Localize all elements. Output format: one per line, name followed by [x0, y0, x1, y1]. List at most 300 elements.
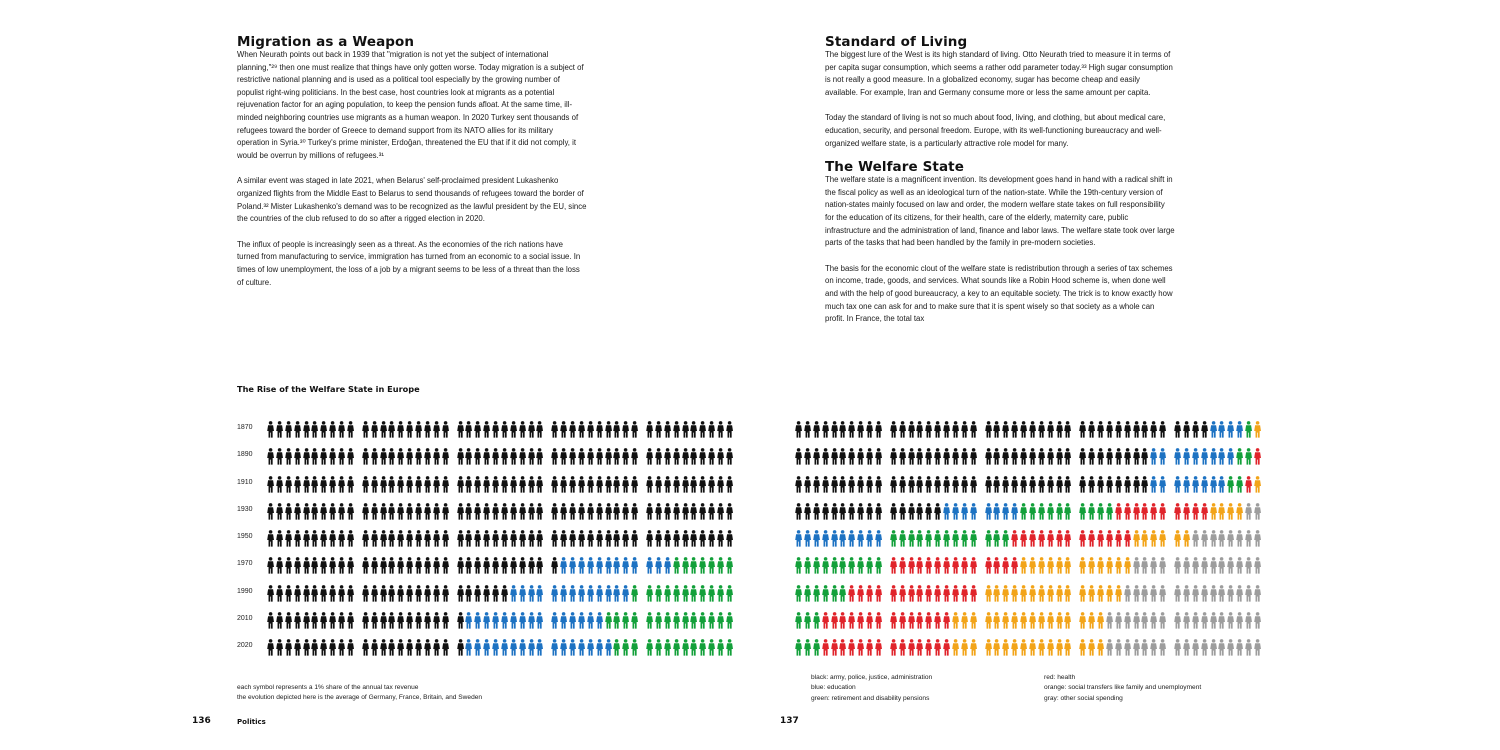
person-symbol — [1115, 476, 1122, 493]
person-symbol — [551, 557, 558, 574]
person-symbol — [1141, 612, 1148, 629]
symbol-group — [267, 530, 356, 547]
person-symbol — [347, 585, 354, 602]
person-symbol — [1133, 585, 1140, 602]
person-symbol — [388, 585, 395, 602]
person-symbol — [1210, 448, 1217, 465]
person-symbol — [813, 476, 820, 493]
person-symbol — [690, 585, 697, 602]
person-symbol — [822, 448, 829, 465]
person-symbol — [442, 612, 449, 629]
person-symbol — [993, 476, 1000, 493]
person-symbol — [1133, 612, 1140, 629]
symbol-strip — [267, 639, 741, 656]
person-symbol — [510, 530, 517, 547]
person-symbol — [536, 612, 543, 629]
person-symbol — [934, 530, 941, 547]
person-symbol — [388, 421, 395, 438]
person-symbol — [831, 503, 838, 520]
person-symbol — [311, 639, 318, 656]
person-symbol — [1106, 585, 1113, 602]
person-symbol — [682, 585, 689, 602]
person-symbol — [483, 476, 490, 493]
person-symbol — [371, 557, 378, 574]
chart-note: each symbol represents a 1% share of the annual tax revenue — [237, 684, 419, 691]
person-symbol — [1047, 557, 1054, 574]
person-symbol — [380, 530, 387, 547]
person-symbol — [673, 557, 680, 574]
person-symbol — [622, 557, 629, 574]
symbol-group — [1174, 639, 1263, 656]
person-symbol — [578, 585, 585, 602]
person-symbol — [578, 448, 585, 465]
person-symbol — [899, 476, 906, 493]
person-symbol — [578, 530, 585, 547]
person-symbol — [1115, 530, 1122, 547]
person-symbol — [528, 639, 535, 656]
person-symbol — [397, 448, 404, 465]
person-symbol — [804, 448, 811, 465]
person-symbol — [371, 421, 378, 438]
person-symbol — [474, 503, 481, 520]
person-symbol — [839, 476, 846, 493]
person-symbol — [985, 557, 992, 574]
person-symbol — [605, 503, 612, 520]
person-symbol — [1064, 530, 1071, 547]
person-symbol — [1210, 530, 1217, 547]
person-symbol — [699, 585, 706, 602]
chart-notes — [237, 683, 482, 703]
person-symbol — [925, 639, 932, 656]
person-symbol — [1141, 476, 1148, 493]
symbol-strip — [267, 530, 741, 547]
person-symbol — [457, 476, 464, 493]
person-symbol — [699, 503, 706, 520]
person-symbol — [673, 530, 680, 547]
person-symbol — [424, 530, 431, 547]
symbol-group — [362, 476, 451, 493]
person-symbol — [1150, 530, 1157, 547]
person-symbol — [1192, 639, 1199, 656]
person-symbol — [664, 585, 671, 602]
person-symbol — [578, 639, 585, 656]
person-symbol — [267, 503, 274, 520]
person-symbol — [457, 421, 464, 438]
person-symbol — [857, 639, 864, 656]
person-symbol — [952, 421, 959, 438]
person-symbol — [993, 448, 1000, 465]
person-symbol — [311, 476, 318, 493]
person-symbol — [1047, 503, 1054, 520]
person-symbol — [433, 585, 440, 602]
person-symbol — [1088, 476, 1095, 493]
person-symbol — [813, 585, 820, 602]
person-symbol — [474, 557, 481, 574]
symbol-group — [551, 503, 640, 520]
person-symbol — [492, 476, 499, 493]
person-symbol — [551, 503, 558, 520]
person-symbol — [1183, 639, 1190, 656]
person-symbol — [1159, 530, 1166, 547]
person-symbol — [866, 448, 873, 465]
person-symbol — [406, 503, 413, 520]
person-symbol — [1079, 585, 1086, 602]
symbol-group — [795, 448, 884, 465]
person-symbol — [866, 585, 873, 602]
person-symbol — [528, 557, 535, 574]
person-symbol — [303, 530, 310, 547]
person-symbol — [1227, 639, 1234, 656]
person-symbol — [303, 421, 310, 438]
person-symbol — [1079, 639, 1086, 656]
person-symbol — [726, 612, 733, 629]
person-symbol — [993, 530, 1000, 547]
person-symbol — [1056, 612, 1063, 629]
person-symbol — [646, 448, 653, 465]
person-symbol — [726, 421, 733, 438]
person-symbol — [560, 448, 567, 465]
person-symbol — [1141, 421, 1148, 438]
person-symbol — [1088, 503, 1095, 520]
person-symbol — [726, 530, 733, 547]
person-symbol — [605, 557, 612, 574]
person-symbol — [1097, 585, 1104, 602]
symbol-strip — [795, 530, 1269, 547]
person-symbol — [1047, 585, 1054, 602]
person-symbol — [276, 585, 283, 602]
person-symbol — [338, 557, 345, 574]
person-symbol — [285, 503, 292, 520]
person-symbol — [536, 448, 543, 465]
person-symbol — [682, 530, 689, 547]
chart-note: the evolution depicted here is the average of Germany, France, Britain, and Sweden — [237, 694, 483, 701]
person-symbol — [406, 612, 413, 629]
person-symbol — [1115, 612, 1122, 629]
person-symbol — [1236, 612, 1243, 629]
person-symbol — [1011, 503, 1018, 520]
person-symbol — [699, 530, 706, 547]
person-symbol — [329, 421, 336, 438]
person-symbol — [276, 612, 283, 629]
person-symbol — [1254, 448, 1261, 465]
person-symbol — [424, 639, 431, 656]
person-symbol — [303, 639, 310, 656]
person-symbol — [501, 557, 508, 574]
person-symbol — [708, 421, 715, 438]
person-symbol — [457, 557, 464, 574]
person-symbol — [1011, 612, 1018, 629]
person-symbol — [1097, 503, 1104, 520]
person-symbol — [664, 530, 671, 547]
symbol-group — [457, 421, 546, 438]
person-symbol — [528, 612, 535, 629]
legend-column-2 — [1044, 673, 1201, 704]
person-symbol — [1002, 421, 1009, 438]
person-symbol — [388, 639, 395, 656]
person-symbol — [433, 476, 440, 493]
person-symbol — [442, 557, 449, 574]
person-symbol — [1201, 530, 1208, 547]
person-symbol — [519, 448, 526, 465]
person-symbol — [726, 585, 733, 602]
person-symbol — [569, 639, 576, 656]
person-symbol — [673, 585, 680, 602]
year-label: 1950 — [237, 533, 253, 541]
page-number: 137 — [780, 716, 799, 726]
person-symbol — [406, 639, 413, 656]
person-symbol — [528, 530, 535, 547]
year-label: 1930 — [237, 505, 253, 513]
person-symbol — [726, 448, 733, 465]
person-symbol — [831, 421, 838, 438]
person-symbol — [961, 557, 968, 574]
person-symbol — [934, 448, 941, 465]
person-symbol — [804, 476, 811, 493]
person-symbol — [1183, 421, 1190, 438]
person-symbol — [1218, 448, 1225, 465]
person-symbol — [655, 639, 662, 656]
person-symbol — [1002, 448, 1009, 465]
person-symbol — [578, 503, 585, 520]
person-symbol — [1115, 503, 1122, 520]
person-symbol — [952, 503, 959, 520]
legend-column-1 — [811, 673, 932, 704]
person-symbol — [970, 612, 977, 629]
person-symbol — [388, 448, 395, 465]
person-symbol — [866, 503, 873, 520]
symbol-group — [551, 585, 640, 602]
person-symbol — [804, 557, 811, 574]
person-symbol — [492, 612, 499, 629]
symbol-group — [646, 585, 735, 602]
person-symbol — [569, 530, 576, 547]
person-symbol — [848, 476, 855, 493]
person-symbol — [831, 448, 838, 465]
symbol-group — [362, 530, 451, 547]
person-symbol — [699, 639, 706, 656]
person-symbol — [1079, 612, 1086, 629]
person-symbol — [795, 448, 802, 465]
person-symbol — [804, 612, 811, 629]
person-symbol — [1047, 639, 1054, 656]
person-symbol — [708, 557, 715, 574]
person-symbol — [822, 585, 829, 602]
person-symbol — [899, 557, 906, 574]
person-symbol — [925, 448, 932, 465]
year-label: 2020 — [237, 642, 253, 650]
symbol-group — [1174, 421, 1263, 438]
person-symbol — [483, 585, 490, 602]
legend-entry: green: retirement and disability pensions — [811, 694, 930, 702]
person-symbol — [908, 421, 915, 438]
symbol-strip — [267, 448, 741, 465]
year-label: 1910 — [237, 478, 253, 486]
person-symbol — [1174, 476, 1181, 493]
person-symbol — [970, 421, 977, 438]
person-symbol — [1088, 448, 1095, 465]
person-symbol — [1236, 421, 1243, 438]
person-symbol — [596, 448, 603, 465]
person-symbol — [338, 503, 345, 520]
person-symbol — [415, 639, 422, 656]
person-symbol — [510, 585, 517, 602]
person-symbol — [1227, 503, 1234, 520]
person-symbol — [857, 557, 864, 574]
chart-title: The Rise of the Welfare State in Europe — [237, 384, 420, 394]
person-symbol — [311, 503, 318, 520]
person-symbol — [970, 557, 977, 574]
person-symbol — [1183, 530, 1190, 547]
person-symbol — [646, 612, 653, 629]
person-symbol — [510, 476, 517, 493]
person-symbol — [483, 612, 490, 629]
person-symbol — [492, 639, 499, 656]
person-symbol — [510, 612, 517, 629]
person-symbol — [483, 421, 490, 438]
person-symbol — [1106, 476, 1113, 493]
person-symbol — [613, 557, 620, 574]
person-symbol — [1236, 557, 1243, 574]
person-symbol — [839, 585, 846, 602]
person-symbol — [717, 503, 724, 520]
person-symbol — [1236, 530, 1243, 547]
person-symbol — [510, 557, 517, 574]
person-symbol — [1159, 476, 1166, 493]
person-symbol — [1064, 421, 1071, 438]
person-symbol — [536, 639, 543, 656]
person-symbol — [605, 612, 612, 629]
person-symbol — [813, 639, 820, 656]
person-symbol — [1064, 557, 1071, 574]
person-symbol — [875, 448, 882, 465]
symbol-group — [646, 639, 735, 656]
person-symbol — [866, 557, 873, 574]
person-symbol — [899, 612, 906, 629]
person-symbol — [605, 585, 612, 602]
person-symbol — [1133, 476, 1140, 493]
year-label: 1970 — [237, 560, 253, 568]
person-symbol — [1020, 557, 1027, 574]
person-symbol — [822, 421, 829, 438]
person-symbol — [925, 421, 932, 438]
person-symbol — [908, 530, 915, 547]
person-symbol — [1159, 557, 1166, 574]
person-symbol — [362, 476, 369, 493]
person-symbol — [433, 612, 440, 629]
person-symbol — [899, 639, 906, 656]
person-symbol — [338, 421, 345, 438]
person-symbol — [380, 421, 387, 438]
person-symbol — [551, 639, 558, 656]
person-symbol — [1183, 476, 1190, 493]
person-symbol — [952, 448, 959, 465]
person-symbol — [1150, 557, 1157, 574]
person-symbol — [682, 612, 689, 629]
person-symbol — [985, 585, 992, 602]
person-symbol — [655, 503, 662, 520]
person-symbol — [294, 557, 301, 574]
person-symbol — [1115, 448, 1122, 465]
person-symbol — [866, 612, 873, 629]
person-symbol — [1192, 448, 1199, 465]
person-symbol — [320, 557, 327, 574]
person-symbol — [631, 530, 638, 547]
person-symbol — [501, 503, 508, 520]
person-symbol — [682, 476, 689, 493]
person-symbol — [433, 639, 440, 656]
person-symbol — [848, 421, 855, 438]
person-symbol — [311, 557, 318, 574]
person-symbol — [267, 557, 274, 574]
person-symbol — [320, 585, 327, 602]
person-symbol — [267, 639, 274, 656]
person-symbol — [483, 503, 490, 520]
person-symbol — [492, 421, 499, 438]
person-symbol — [717, 585, 724, 602]
person-symbol — [276, 557, 283, 574]
person-symbol — [673, 421, 680, 438]
legend-entry: black: army, police, justice, administration — [811, 674, 933, 681]
person-symbol — [596, 639, 603, 656]
person-symbol — [596, 530, 603, 547]
person-symbol — [465, 476, 472, 493]
person-symbol — [492, 557, 499, 574]
person-symbol — [717, 476, 724, 493]
person-symbol — [1011, 639, 1018, 656]
person-symbol — [726, 503, 733, 520]
person-symbol — [831, 612, 838, 629]
person-symbol — [1192, 476, 1199, 493]
person-symbol — [993, 421, 1000, 438]
person-symbol — [970, 503, 977, 520]
person-symbol — [839, 612, 846, 629]
person-symbol — [424, 476, 431, 493]
symbol-group — [362, 585, 451, 602]
person-symbol — [1002, 530, 1009, 547]
person-symbol — [388, 612, 395, 629]
symbol-strip — [795, 448, 1269, 465]
person-symbol — [1011, 585, 1018, 602]
person-symbol — [916, 639, 923, 656]
person-symbol — [338, 639, 345, 656]
person-symbol — [1174, 585, 1181, 602]
person-symbol — [320, 476, 327, 493]
person-symbol — [1011, 421, 1018, 438]
person-symbol — [952, 612, 959, 629]
person-symbol — [362, 585, 369, 602]
person-symbol — [587, 530, 594, 547]
person-symbol — [717, 557, 724, 574]
paragraph: The welfare state is a magnificent invention. Its development goes hand in hand with a radical shift in the fiscal policy as well as an ideological turn of the nation-state. While the 19th-century version of nation-states mainly focused on law and order, the modern welfare state takes on full responsibility for the education of its citizens, for their health, care of the elderly, maternity care, public infrastructure and the administration of land, finance and labor laws. The welfare state took over large parts of the tasks that had been handled by the family in pre-modern societies. — [825, 175, 1175, 248]
person-symbol — [916, 448, 923, 465]
person-symbol — [673, 503, 680, 520]
person-symbol — [813, 530, 820, 547]
person-symbol — [708, 503, 715, 520]
person-symbol — [474, 639, 481, 656]
person-symbol — [1210, 585, 1217, 602]
symbol-group — [646, 557, 735, 574]
person-symbol — [311, 448, 318, 465]
person-symbol — [908, 612, 915, 629]
person-symbol — [795, 612, 802, 629]
person-symbol — [726, 476, 733, 493]
person-symbol — [646, 585, 653, 602]
person-symbol — [875, 557, 882, 574]
person-symbol — [1141, 557, 1148, 574]
person-symbol — [1038, 503, 1045, 520]
person-symbol — [1174, 530, 1181, 547]
person-symbol — [285, 585, 292, 602]
